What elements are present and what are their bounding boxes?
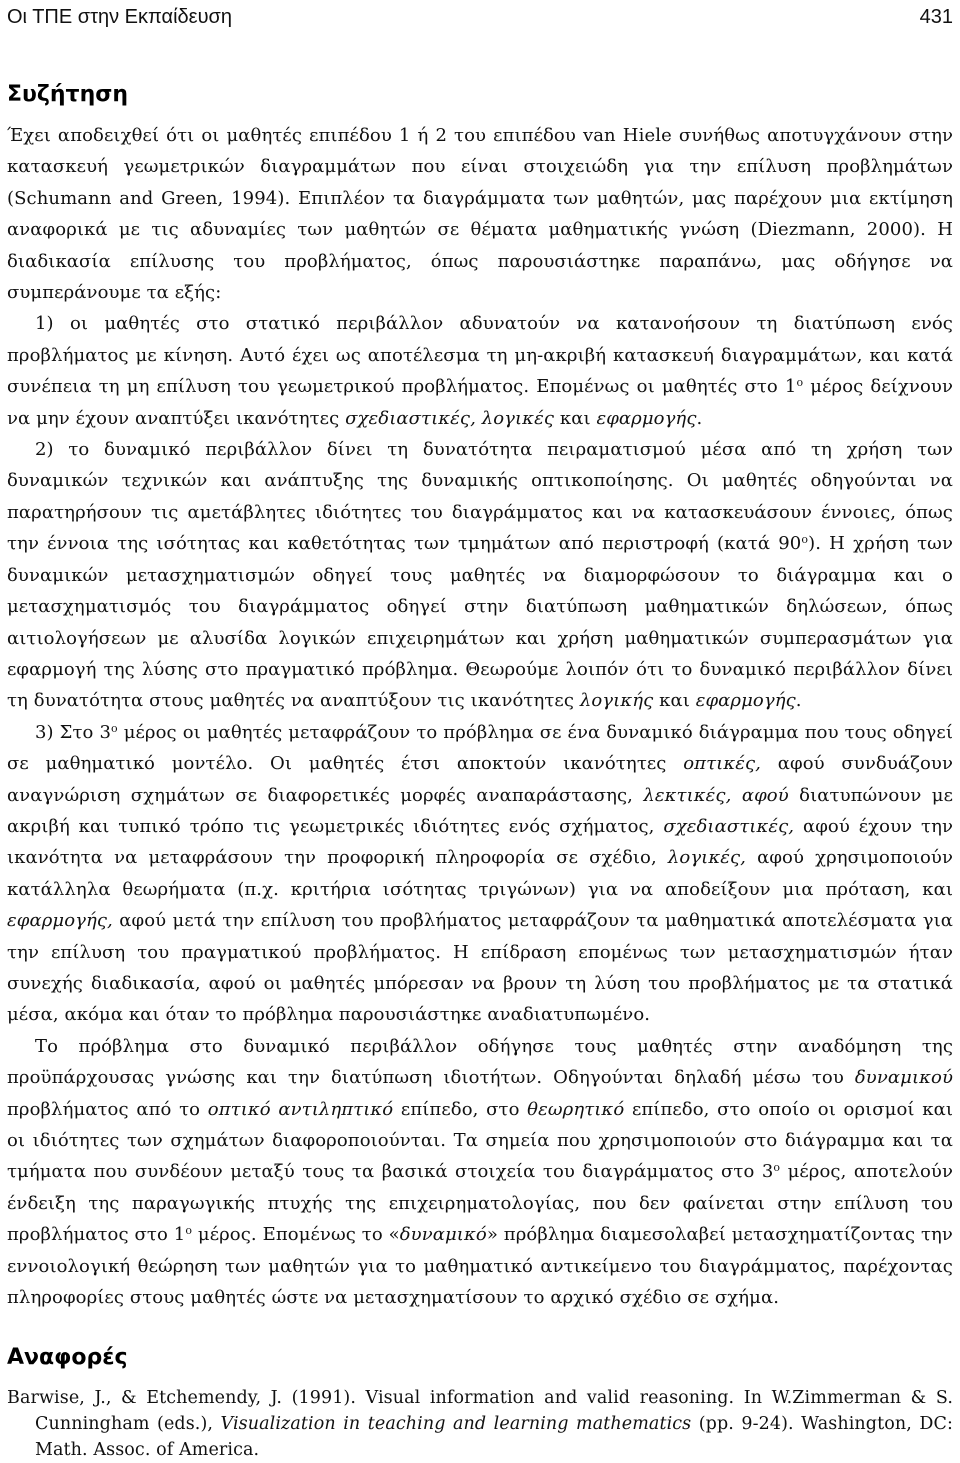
running-head — [7, 6, 953, 36]
section-heading-discussion: Συζήτηση — [7, 82, 129, 107]
paragraph-5: Το πρόβλημα στο δυναμικό περιβάλλον οδήγησε τους μαθητές στην αναδόμηση της προϋπάρχουσας γνώσης και την διατύπωση ιδιοτήτων. Οδηγούνται δηλαδή μέσω του δυναμικού προβλήματος από το οπτικό αντιληπτικό επίπεδο, στο θεωρητικό επίπεδο, στο οποίο οι ορισμοί και οι ιδιότητες των σχημάτων διαφοροποιούνται. Τα σημεία που χρησιμοποιούν στο διάγραμμα και τα τμήματα που συνδέουν μεταξύ τους τα βασικά στοιχεία του διαγράμματος στο $3^o$ μέρος, αποτελούν ένδειξη της παραγωγικής πτυχής της επιχειρηματολογίας, που δεν φαίνεται στην επίλυση του προβλήματος στο $1^o$ μέρος. Επομένως το «δυναμικό» πρόβλημα διαμεσολαβεί μετασχηματίζοντας την εννοιολογική θεώρηση των μαθητών για το μαθηματικό αντικείμενο του διαγράμματος, παρέχοντας πληροφορίες στους μαθητές ώστε να μετασχηματίσουν το αρχικό σχέδιο σε σχήμα. — [7, 1035, 954, 1309]
paragraph-1: Έχει αποδειχθεί ότι οι μαθητές επιπέδου 1 ή 2 του επιπέδου van Hiele συνήθως αποτυγχάνουν στην κατασκευή γεωμετρικών διαγραμμάτων που είναι στοιχειώδη για την επίλυση προβλημάτων (Schumann and Green, 1994). Επιπλέον τα διαγράμματα των μαθητών, μας παρέχουν μια εκτίμηση αναφορικά με τις αδυναμίες των μαθητών σε θέματα μαθηματικής γνώση (Diezmann, 2000). Η διαδικασία επίλυσης του προβλήματος, όπως παρουσιάστηκε παραπάνω, μας οδήγησε να συμπεράνουμε τα εξής: — [7, 125, 953, 304]
paragraph-4: 3) Στο $3^o$ μέρος οι μαθητές μεταφράζουν το πρόβλημα σε ένα δυναμικό διάγραμμα που τους οδηγεί σε μαθηματικό μοντέλο. Οι μαθητές έτσι αποκτούν ικανότητες οπτικές, αφού συνδυάζουν αναγνώριση σχημάτων σε διαφορετικές μορφές αναπαράστασης, λεκτικές, αφού διατυπώνουν με ακριβή και τυπικό τρόπο τις γεωμετρικές ιδιότητες ενός σχήματος, σχεδιαστικές, αφού έχουν την ικανότητα να μεταφράσουν την προφορική πληροφορία σε σχέδιο, λογικές, αφού χρησιμοποιούν κατάλληλα θεωρήματα (π.χ. κριτήρια ισότητας τριγώνων) για να αποδείξουν μια πρόταση, και εφαρμογής, αφού μετά την επίλυση του προβλήματος μεταφράζουν τα μαθηματικά αποτελέσματα για την επίλυση του πραγματικού προβλήματος. Η επίδραση επομένως των μετασχηματισμών ήταν συνεχής διαδικασία, αφού οι μαθητές μπόρεσαν να βρουν τη λύση του προβλήματος με τα στατικά μέσα, ακόμα και όταν το πρόβλημα παρουσιάστηκε αναδιατυπωμένο. — [7, 721, 953, 1026]
discussion-body — [7, 120, 953, 1313]
reference-entry: Barwise, J., & Etchemendy, J. (1991). Visual information and valid reasoning. In W.Zimmerman & S. Cunningham (eds.), Visualization in teaching and learning mathematics (pp. 9-24). Washington, DC: Math. Assoc. of America. — [7, 1388, 953, 1461]
running-title: Οι ΤΠΕ στην Εκπαίδευση — [7, 6, 232, 28]
page-number: 431 — [919, 6, 953, 28]
paragraph-3: 2) το δυναμικό περιβάλλον δίνει τη δυνατότητα πειραματισμού μέσα από τη χρήση των δυναμικών τεχνικών και ανάπτυξης της δυναμικής οπτικοποίησης. Οι μαθητές οδηγούνται να παρατηρήσουν τις αμετάβλητες ιδιότητες του διαγράμματος και να κατασκευάσουν έννοιες, όπως την έννοια της ισότητας και καθετότητας των τμημάτων από περιστροφή (κατά $90^o$). Η χρήση των δυναμικών μετασχηματισμών οδηγεί τους μαθητές να διαμορφώσουν το διάγραμμα και ο μετασχηματισμός του διαγράμματος οδηγεί στην διατύπωση μαθηματικών δηλώσεων, όπως αιτιολογήσεων με αλυσίδα λογικών επιχειρημάτων και χρήση μαθηματικών συμπερασμάτων για εφαρμογή της λύσης στο πραγματικό πρόβλημα. Θεωρούμε λοιπόν ότι το δυναμικό περιβάλλον δίνει τη δυνατότητα στους μαθητές να αναπτύξουν τις ικανότητες λογικής και εφαρμογής. — [7, 439, 954, 712]
paragraph-2: 1) οι μαθητές στο στατικό περιβάλλον αδυνατούν να κατανοήσουν τη διατύπωση ενός προβλήματος με κίνηση. Αυτό έχει ως αποτέλεσμα τη μη-ακριβή κατασκευή διαγραμμάτων, και κατά συνέπεια τη μη επίλυση του γεωμετρικού προβλήματος. Επομένως οι μαθητές στο $1^o$ μέρος δείχνουν να μην έχουν αναπτύξει ικανότητες σχεδιαστικές, λογικές και εφαρμογής. — [7, 313, 953, 429]
section-heading-references: Αναφορές — [7, 1345, 128, 1371]
page — [7, 0, 953, 1463]
